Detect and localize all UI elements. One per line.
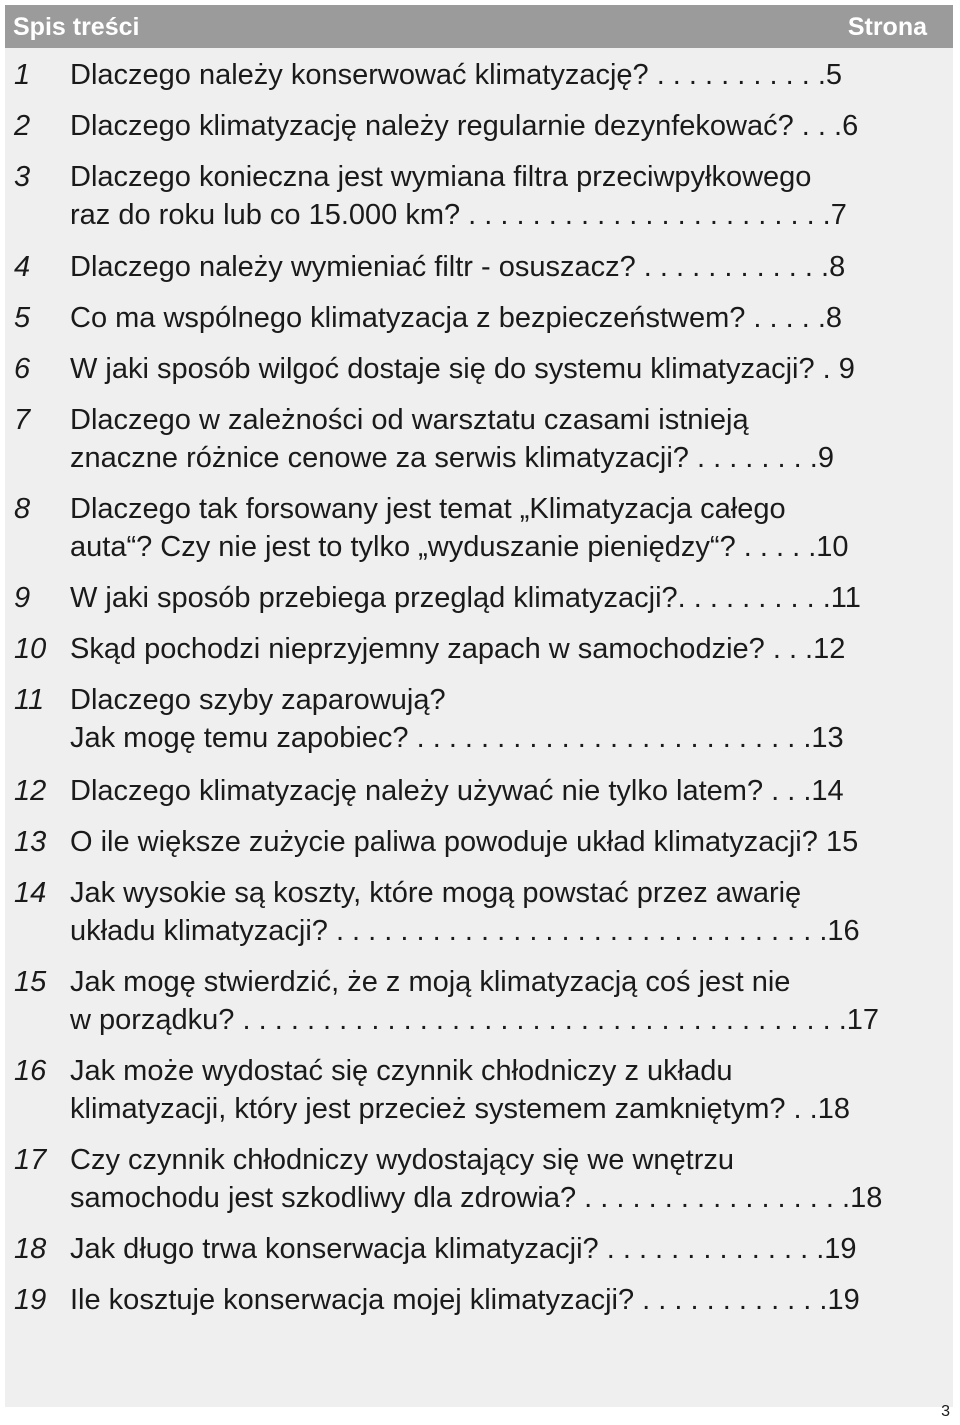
toc-entry-number: 14 [14,877,47,909]
toc-entry-line: w porządku? . . . . . . . . . . . . . . . . . . . . . . . . . . . . . . . . . . . . . .17 [70,1004,880,1036]
toc-entry-text [70,350,932,388]
page-column-label: Strona [847,13,927,41]
toc-entry-line: raz do roku lub co 15.000 km? . . . . . . . . . . . . . . . . . . . . . . .7 [70,199,847,231]
toc-entry-line: Skąd pochodzi nieprzyjemny zapach w samochodzie? . . .12 [70,633,846,665]
toc-entry-number: 8 [14,493,31,525]
toc-entry-text [70,963,932,1039]
toc-entry-line: Dlaczego tak forsowany jest temat „Klimatyzacja całego [70,493,786,525]
toc-entry-line: klimatyzacji, który jest przecież systemem zamkniętym? . .18 [70,1093,850,1125]
toc-entry-text [70,1230,932,1268]
toc-entry-line: układu klimatyzacji? . . . . . . . . . . . . . . . . . . . . . . . . . . . . . . .16 [70,915,860,947]
toc-entry-number: 2 [14,110,31,142]
toc-entry-line: W jaki sposób wilgoć dostaje się do systemu klimatyzacji? . 9 [70,353,855,385]
toc-entry-number: 19 [14,1284,47,1316]
toc-entry-number: 6 [14,353,31,385]
toc-entry-line: Dlaczego szyby zaparowują? [70,684,446,716]
toc-entry-number: 1 [14,59,31,91]
toc-entry-number: 11 [14,684,45,716]
toc-entry-number: 17 [14,1144,47,1176]
toc-entry-line: Jak mogę stwierdzić, że z moją klimatyzacją coś jest nie [70,966,791,998]
toc-entry-line: O ile większe zużycie paliwa powoduje układ klimatyzacji? 15 [70,826,859,858]
toc-entry-line: Ile kosztuje konserwacja mojej klimatyzacji? . . . . . . . . . . . .19 [70,1284,860,1316]
toc-entry-text [70,1281,932,1319]
toc-entry-text [70,1052,932,1128]
toc-entry-line: Dlaczego klimatyzację należy regularnie dezynfekować? . . .6 [70,110,859,142]
toc-entry-line: W jaki sposób przebiega przegląd klimatyzacji?. . . . . . . . . .11 [70,582,861,614]
toc-entry-line: Dlaczego w zależności od warsztatu czasami istnieją [70,404,749,436]
toc-entry-text [70,158,932,234]
toc-entry-number: 4 [14,251,31,283]
toc-entry-line: Czy czynnik chłodniczy wydostający się we wnętrzu [70,1144,735,1176]
toc-entry-text [70,579,932,617]
toc-entry-line: Dlaczego konieczna jest wymiana filtra przeciwpyłkowego [70,161,812,193]
toc-entry-text [70,299,932,337]
toc-entry-line: Jak długo trwa konserwacja klimatyzacji? . . . . . . . . . . . . . .19 [70,1233,857,1265]
toc-entry-text [70,1141,932,1217]
toc-entry-text [70,874,932,950]
toc-entry-number: 15 [14,966,47,998]
toc-title: Spis treści [13,13,140,41]
toc-entry-text [70,490,932,566]
toc-entry-number: 9 [14,582,31,614]
toc-entry-line: Jak może wydostać się czynnik chłodniczy z układu [70,1055,733,1087]
toc-entry-number: 18 [14,1233,47,1265]
toc-entry-text [70,681,932,757]
page-number: 3 [941,1403,950,1420]
toc-entry-text [70,56,932,94]
toc-entry-text [70,772,932,810]
toc-entry-text [70,823,932,861]
toc-entry-number: 12 [14,775,47,807]
toc-entry-text [70,630,932,668]
toc-entry-number: 7 [14,404,31,436]
toc-entry-text [70,107,932,145]
toc-entry-line: Dlaczego klimatyzację należy używać nie tylko latem? . . .14 [70,775,844,807]
toc-entry-line: Jak mogę temu zapobiec? . . . . . . . . . . . . . . . . . . . . . . . . .13 [70,722,844,754]
toc-entry-line: Dlaczego należy wymieniać filtr - osuszacz? . . . . . . . . . . . .8 [70,251,846,283]
toc-entry-line: Co ma wspólnego klimatyzacja z bezpieczeństwem? . . . . .8 [70,302,843,334]
toc-entry-line: auta“? Czy nie jest to tylko „wyduszanie pieniędzy“? . . . . .10 [70,531,849,563]
toc-entry-line: samochodu jest szkodliwy dla zdrowia? . . . . . . . . . . . . . . . . .18 [70,1182,883,1214]
toc-entry-number: 10 [14,633,47,665]
toc-entry-number: 13 [14,826,47,858]
toc-entry-line: Jak wysokie są koszty, które mogą powstać przez awarię [70,877,802,909]
toc-entry-text [70,248,932,286]
toc-entry-text [70,401,932,477]
toc-entry-number: 16 [14,1055,47,1087]
toc-header [5,5,953,48]
toc-entry-number: 3 [14,161,31,193]
toc-entry-number: 5 [14,302,31,334]
toc-entry-line: znaczne różnice cenowe za serwis klimatyzacji? . . . . . . . .9 [70,442,834,474]
toc-entry-line: Dlaczego należy konserwować klimatyzację? . . . . . . . . . . .5 [70,59,843,91]
